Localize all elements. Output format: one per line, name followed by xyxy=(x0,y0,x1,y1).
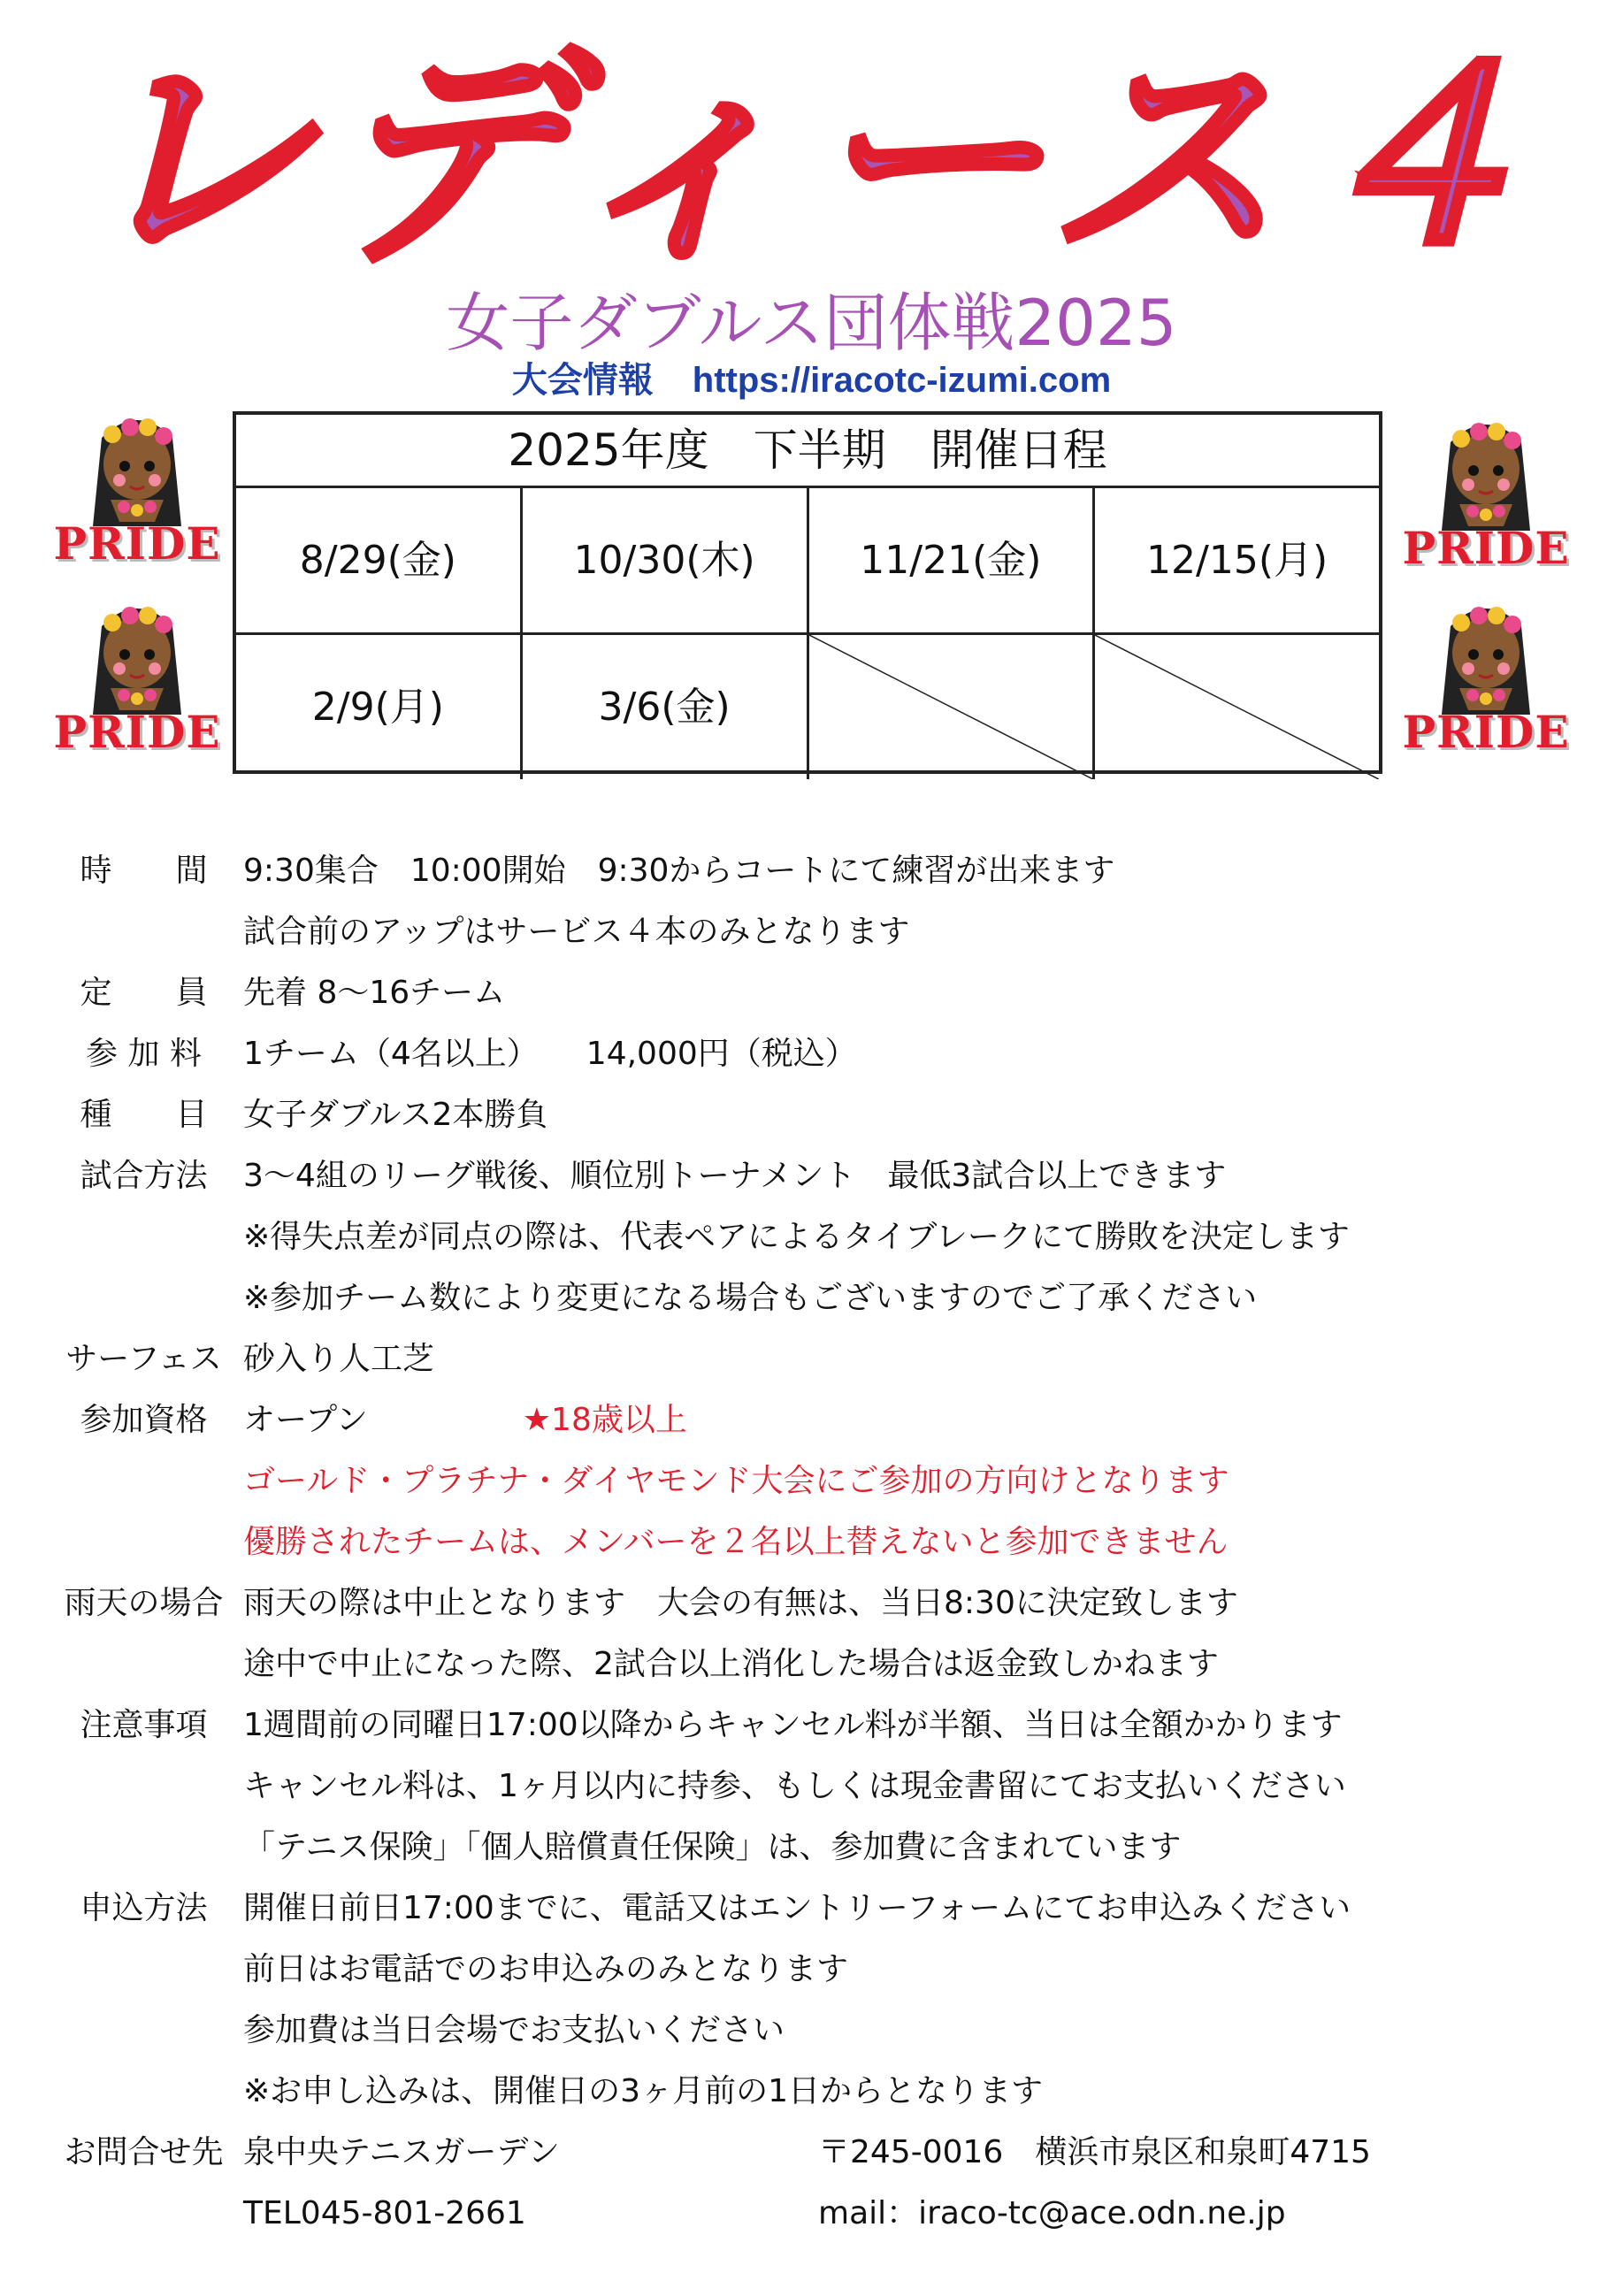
detail-text: オープン xyxy=(243,1402,368,1438)
schedule-title: 2025年度 下半期 開催日程 xyxy=(236,415,1379,488)
detail-label: 定 員 xyxy=(80,975,208,1011)
detail-text: 前日はお電話でのお申込みのみとなります xyxy=(243,1951,849,1987)
detail-label: 申込方法 xyxy=(80,1890,208,1926)
detail-label-spacer xyxy=(44,1817,243,1878)
detail-text: 1チーム（4名以上） 14,000円（税込） xyxy=(243,1036,857,1072)
detail-label-spacer xyxy=(44,2061,243,2122)
detail-row-apply-cont xyxy=(44,2000,1566,2061)
detail-text: 試合前のアップはサービス４本のみとなります xyxy=(243,914,910,950)
diagonal-slash-icon xyxy=(1095,635,1379,779)
venue-name: 泉中央テニスガーデン xyxy=(243,2134,560,2170)
pride-label: PRIDE xyxy=(1402,706,1570,758)
detail-row-apply-cont xyxy=(44,2061,1566,2122)
detail-text: ※お申し込みは、開催日の3ヶ月前の1日からとなります xyxy=(243,2073,1043,2109)
detail-row-time-cont xyxy=(44,901,1566,962)
schedule-row xyxy=(236,632,1379,779)
contact-line xyxy=(243,2122,1566,2183)
detail-label: 種 目 xyxy=(80,1097,208,1133)
detail-warning-text: ゴールド・プラチナ・ダイヤモンド大会にご参加の方向けとなります xyxy=(243,1463,1229,1499)
detail-text: ※得失点差が同点の際は、代表ペアによるタイブレークにて勝敗を決定します xyxy=(243,1219,1350,1255)
schedule-table xyxy=(233,411,1382,774)
detail-row-format xyxy=(44,1145,1566,1206)
detail-text: キャンセル料は、1ヶ月以内に持参、もしくは現金書留にてお支払いください xyxy=(243,1768,1346,1804)
schedule-date-cell: 2/9(月) xyxy=(311,685,444,730)
detail-row-notes-cont xyxy=(44,1756,1566,1817)
main-title: レディース４ xyxy=(75,23,1548,295)
mascot-pride-bottom-left xyxy=(49,591,226,768)
detail-text: 参加費は当日会場でお支払いください xyxy=(243,2012,785,2048)
detail-label: 参 加 料 xyxy=(86,1036,202,1072)
detail-row-apply-cont xyxy=(44,1939,1566,2000)
detail-row-event xyxy=(44,1084,1566,1145)
diagonal-slash-icon xyxy=(809,635,1093,779)
detail-text: 女子ダブルス2本勝負 xyxy=(243,1097,548,1133)
schedule-empty-cell xyxy=(807,635,1093,779)
phone-number[interactable]: TEL045-801-2661 xyxy=(243,2195,526,2231)
info-line xyxy=(0,358,1623,402)
detail-eligibility-line xyxy=(243,1389,1566,1450)
detail-row-time xyxy=(44,840,1566,901)
detail-row-notes xyxy=(44,1695,1566,1756)
detail-row-notes-cont xyxy=(44,1817,1566,1878)
schedule-date-cell: 8/29(金) xyxy=(299,538,456,583)
detail-row-rain xyxy=(44,1573,1566,1634)
mascot-pride-top-left xyxy=(49,402,226,579)
detail-label: 雨天の場合 xyxy=(64,1585,224,1621)
detail-label-spacer xyxy=(44,2183,243,2244)
detail-label-spacer xyxy=(44,901,243,962)
venue-address: 〒245-0016 横浜市泉区和泉町4715 xyxy=(818,2134,1371,2170)
mascot-pride-top-right xyxy=(1397,407,1574,584)
detail-label: 時 間 xyxy=(80,853,208,889)
mascot-pride-bottom-right xyxy=(1397,591,1574,768)
detail-row-surface xyxy=(44,1328,1566,1389)
detail-label-spacer xyxy=(44,1756,243,1817)
detail-text: 先着 8～16チーム xyxy=(243,975,506,1011)
detail-row-eligibility-cont xyxy=(44,1450,1566,1512)
pride-label: PRIDE xyxy=(53,706,221,758)
info-label: 大会情報 xyxy=(511,360,654,401)
detail-row-rain-cont xyxy=(44,1634,1566,1695)
detail-label: 参加資格 xyxy=(80,1402,208,1438)
info-url[interactable]: https://iracotc-izumi.com xyxy=(692,361,1112,400)
age-limit-text: ★18歳以上 xyxy=(522,1402,687,1438)
detail-label: 注意事項 xyxy=(80,1707,208,1743)
detail-warning-text: 優勝されたチームは、メンバーを２名以上替えないと参加できません xyxy=(243,1524,1229,1560)
schedule-date-cell: 12/15(月) xyxy=(1092,488,1379,632)
detail-label-spacer xyxy=(44,1267,243,1328)
detail-label-spacer xyxy=(44,1512,243,1573)
pride-label: PRIDE xyxy=(53,517,221,570)
detail-row-contact xyxy=(44,2122,1566,2183)
detail-text: 雨天の際は中止となります 大会の有無は、当日8:30に決定致します xyxy=(243,1585,1238,1621)
detail-text: ※参加チーム数により変更になる場合もございますのでご了承ください xyxy=(243,1280,1258,1316)
detail-row-eligibility xyxy=(44,1389,1566,1450)
detail-text: 「テニス保険」「個人賠償責任保険」は、参加費に含まれています xyxy=(243,1829,1182,1865)
details-section xyxy=(44,840,1566,2244)
schedule-date-cell: 3/6(金) xyxy=(520,635,807,779)
schedule-date-cell: 11/21(金) xyxy=(807,488,1093,632)
detail-row-apply xyxy=(44,1878,1566,1939)
detail-row-fee xyxy=(44,1023,1566,1084)
detail-row-contact-cont xyxy=(44,2183,1566,2244)
detail-row-capacity xyxy=(44,962,1566,1023)
pride-label: PRIDE xyxy=(1402,522,1570,574)
detail-row-eligibility-cont xyxy=(44,1512,1566,1573)
detail-label-spacer xyxy=(44,1450,243,1512)
detail-text: 砂入り人工芝 xyxy=(243,1341,435,1377)
schedule-date-cell: 10/30(木) xyxy=(520,488,807,632)
detail-text: 9:30集合 10:00開始 9:30からコートにて練習が出来ます xyxy=(243,853,1115,889)
detail-label-spacer xyxy=(44,1939,243,2000)
contact-line xyxy=(243,2183,1566,2244)
detail-label: サーフェス xyxy=(65,1341,222,1377)
schedule-empty-cell xyxy=(1092,635,1379,779)
detail-label: 試合方法 xyxy=(80,1158,208,1194)
subtitle: 女子ダブルス団体戦2025 xyxy=(446,286,1177,360)
detail-label-spacer xyxy=(44,2000,243,2061)
detail-label: お問合せ先 xyxy=(64,2134,224,2170)
detail-text: 途中で中止になった際、2試合以上消化した場合は返金致しかねます xyxy=(243,1646,1219,1682)
detail-text: 1週間前の同曜日17:00以降からキャンセル料が半額、当日は全額かかります xyxy=(243,1707,1343,1743)
detail-label-spacer xyxy=(44,1634,243,1695)
detail-row-format-cont xyxy=(44,1206,1566,1267)
detail-row-format-cont xyxy=(44,1267,1566,1328)
detail-label-spacer xyxy=(44,1206,243,1267)
detail-text: 3～4組のリーグ戦後、順位別トーナメント 最低3試合以上できます xyxy=(243,1158,1227,1194)
schedule-row xyxy=(236,488,1379,632)
detail-text: 開催日前日17:00までに、電話又はエントリーフォームにてお申込みください xyxy=(243,1890,1351,1926)
email-address[interactable]: mail：iraco‐tc@ace.odn.ne.jp xyxy=(818,2195,1286,2231)
